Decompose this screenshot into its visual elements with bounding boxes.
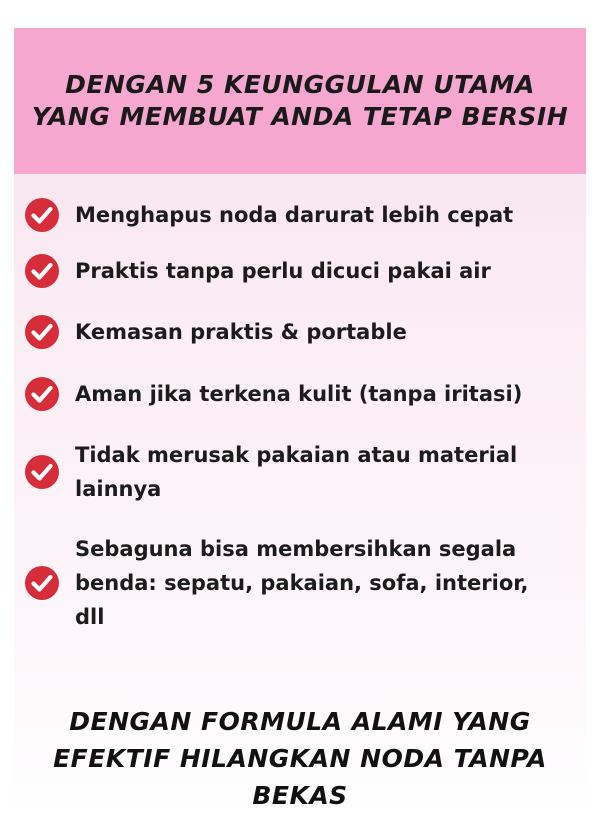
benefit-text: Sebaguna bisa membersihkan segala benda: sepatu, pakaian, sofa, interior, dll <box>75 537 529 629</box>
benefit-text: Menghapus noda darurat lebih cepat <box>75 203 514 227</box>
benefit-item <box>24 314 576 350</box>
benefit-text: Aman jika terkena kulit (tanpa iritasi) <box>75 382 523 406</box>
check-circle-icon <box>24 454 60 490</box>
check-circle-icon <box>24 376 60 412</box>
header-title: DENGAN 5 KEUNGGULAN UTAMA YANG MEMBUAT ANDA TETAP BERSIH <box>31 70 569 131</box>
check-circle-icon <box>24 565 60 601</box>
benefit-text: Praktis tanpa perlu dicuci pakai air <box>75 259 491 283</box>
benefit-list <box>14 28 586 648</box>
benefit-text: Kemasan praktis & portable <box>75 320 407 344</box>
benefit-item <box>24 532 576 634</box>
promo-card <box>14 28 586 819</box>
benefit-item <box>24 253 576 289</box>
benefit-item <box>24 197 576 233</box>
footer-title: DENGAN FORMULA ALAMI YANG EFEKTIF HILANGKAN NODA TANPA BEKAS <box>53 707 547 810</box>
check-circle-icon <box>24 197 60 233</box>
benefit-item <box>24 376 576 412</box>
benefit-item <box>24 438 576 506</box>
benefit-text: Tidak merusak pakaian atau material lainnya <box>75 443 518 501</box>
check-circle-icon <box>24 314 60 350</box>
check-circle-icon <box>24 253 60 289</box>
